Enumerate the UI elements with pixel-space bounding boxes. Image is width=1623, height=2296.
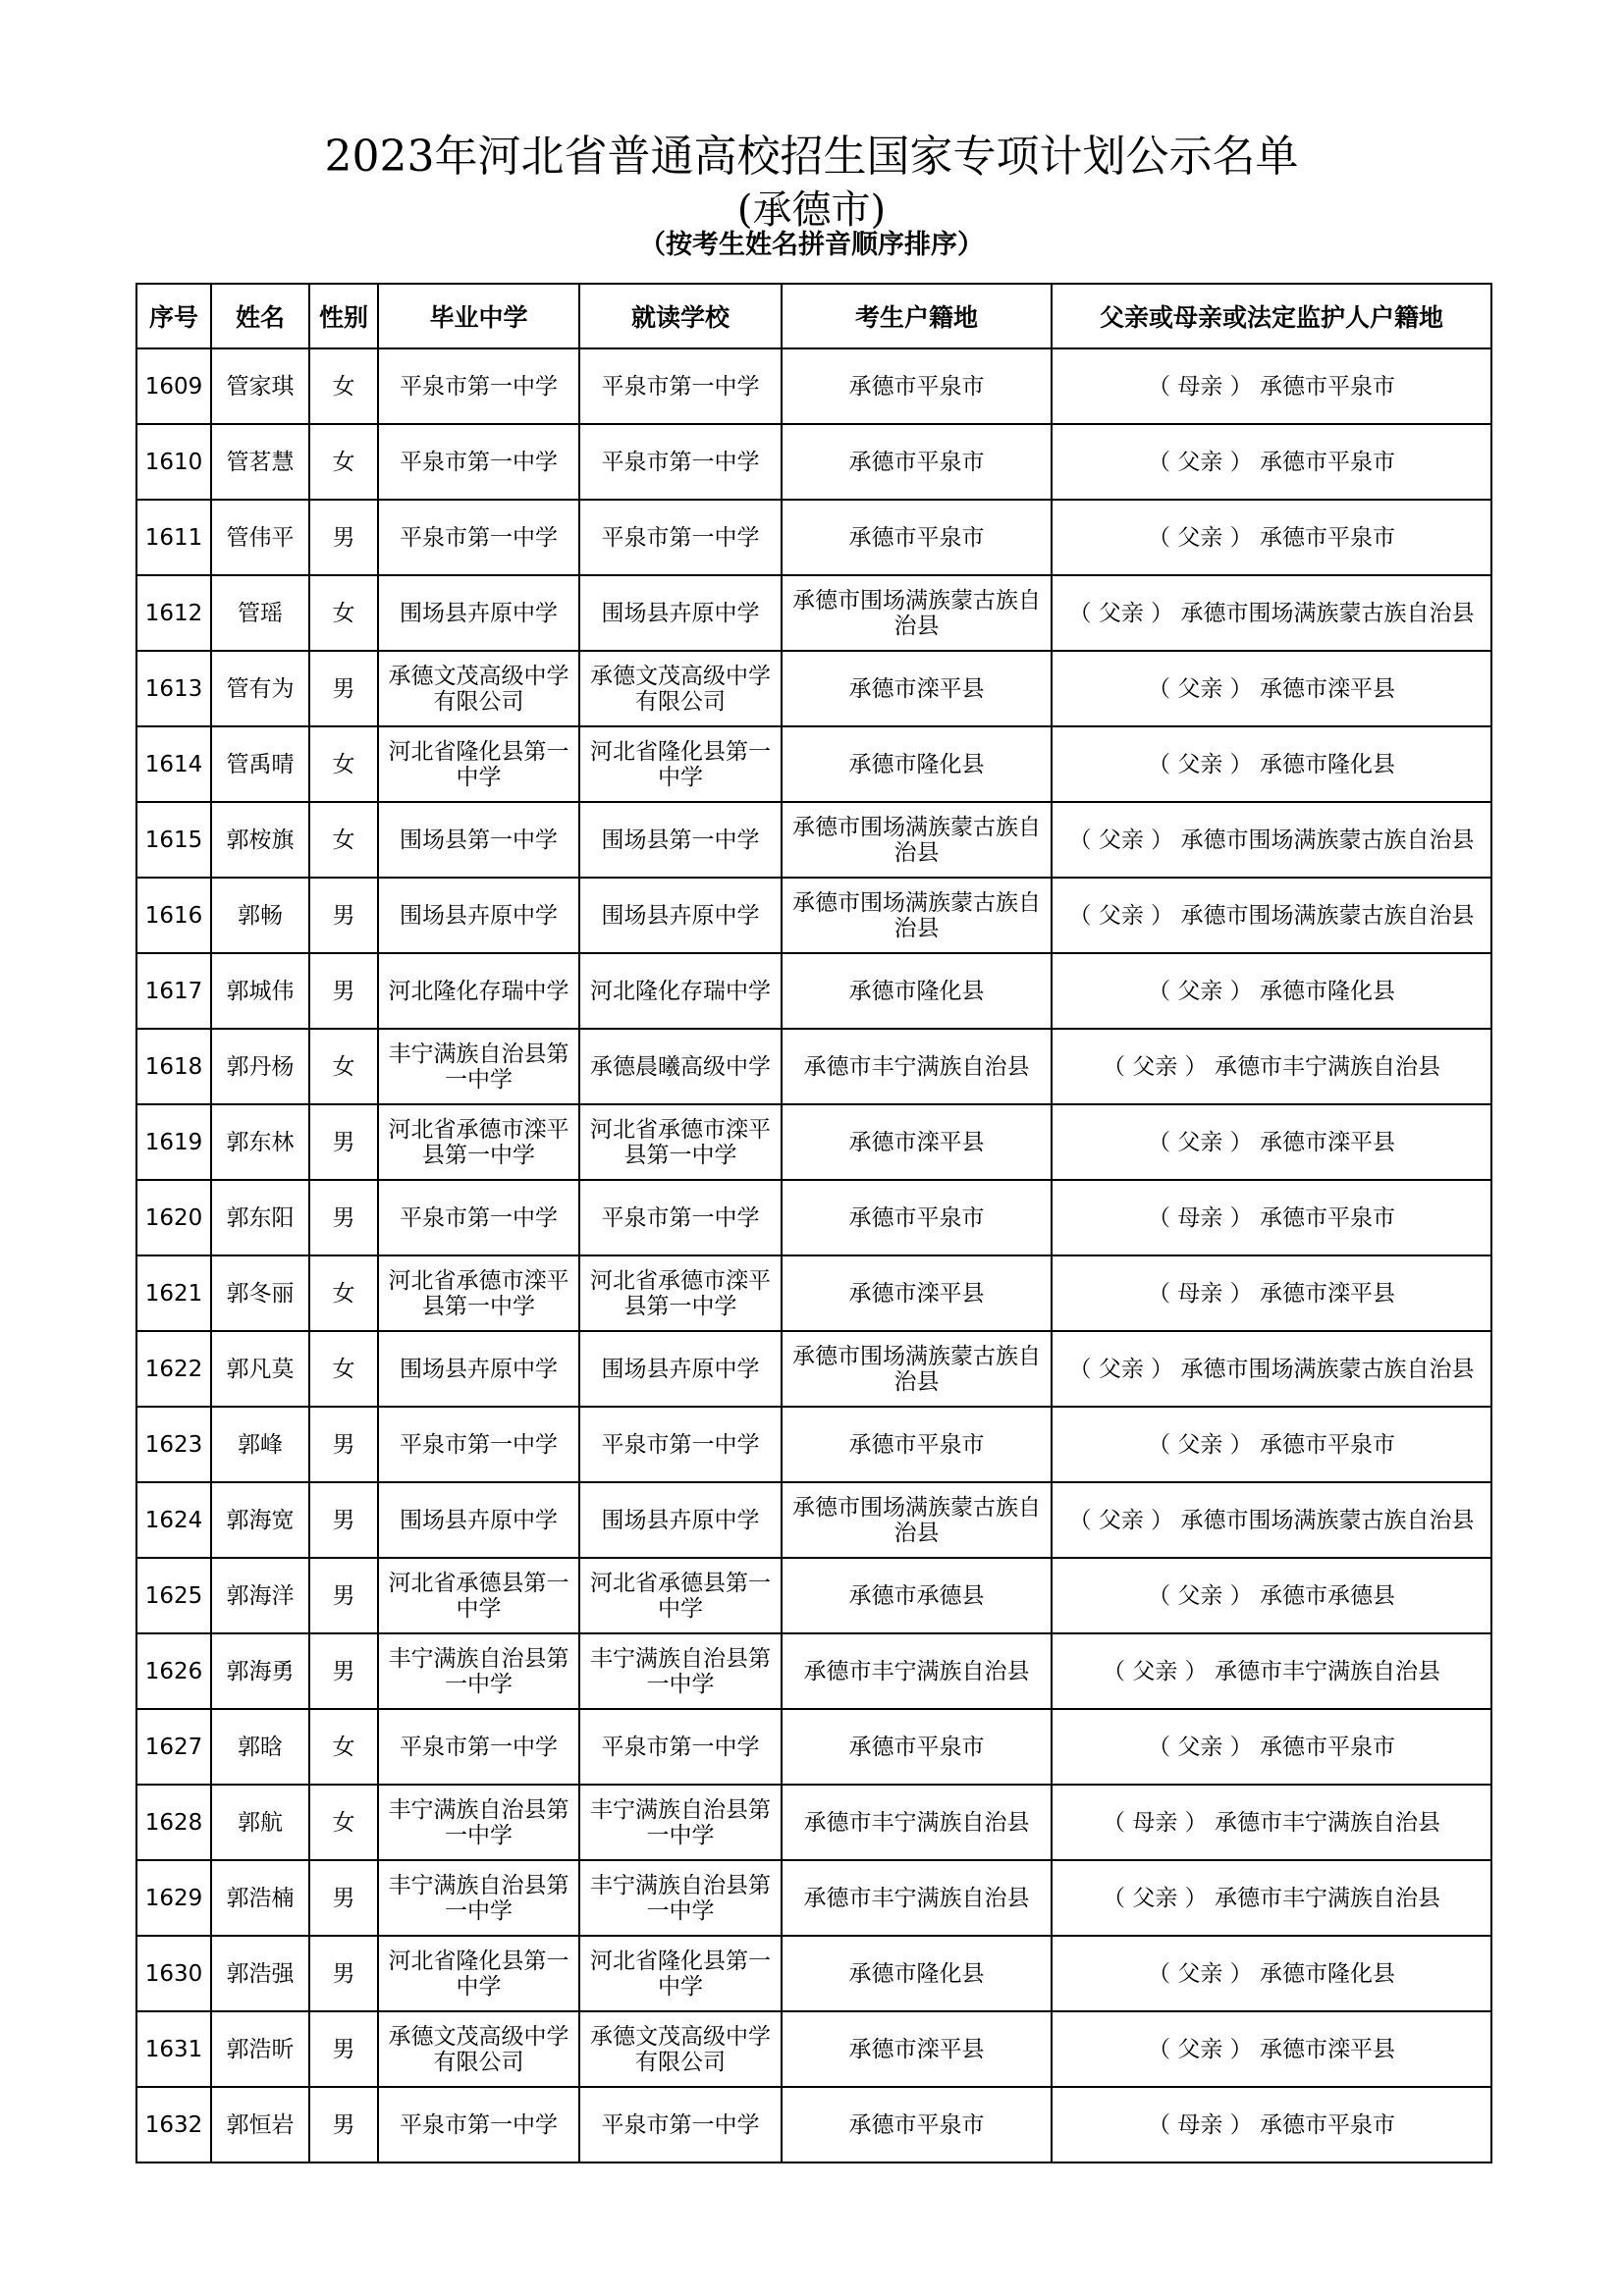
cell-name: 管禹晴 [211, 726, 309, 802]
cell-gender: 男 [309, 878, 378, 953]
cell-hukou: 承德市围场满族蒙古族自治县 [782, 802, 1052, 878]
cell-current-school: 平泉市第一中学 [579, 500, 782, 575]
cell-guardian-hukou: （ 父亲 ） 承德市平泉市 [1052, 500, 1491, 575]
cell-hukou: 承德市围场满族蒙古族自治县 [782, 575, 1052, 651]
cell-no: 1618 [136, 1029, 211, 1104]
cell-gender: 女 [309, 726, 378, 802]
cell-current-school: 丰宁满族自治县第一中学 [579, 1633, 782, 1709]
cell-current-school: 平泉市第一中学 [579, 1180, 782, 1255]
cell-gender: 男 [309, 1104, 378, 1180]
cell-no: 1613 [136, 651, 211, 726]
cell-no: 1622 [136, 1331, 211, 1407]
cell-hukou: 承德市滦平县 [782, 651, 1052, 726]
cell-guardian-hukou: （ 父亲 ） 承德市围场满族蒙古族自治县 [1052, 1331, 1491, 1407]
cell-hukou: 承德市平泉市 [782, 424, 1052, 500]
cell-guardian-hukou: （ 父亲 ） 承德市滦平县 [1052, 1104, 1491, 1180]
cell-hukou: 承德市隆化县 [782, 726, 1052, 802]
cell-name: 郭晗 [211, 1709, 309, 1785]
cell-guardian-hukou: （ 父亲 ） 承德市围场满族蒙古族自治县 [1052, 878, 1491, 953]
cell-no: 1616 [136, 878, 211, 953]
cell-guardian-hukou: （ 父亲 ） 承德市承德县 [1052, 1558, 1491, 1633]
cell-no: 1621 [136, 1255, 211, 1331]
cell-current-school: 承德晨曦高级中学 [579, 1029, 782, 1104]
cell-no: 1620 [136, 1180, 211, 1255]
cell-gender: 女 [309, 1709, 378, 1785]
table-row [136, 575, 1491, 651]
cell-guardian-hukou: （ 父亲 ） 承德市隆化县 [1052, 953, 1491, 1029]
cell-current-school: 河北省承德市滦平县第一中学 [579, 1255, 782, 1331]
cell-hukou: 承德市平泉市 [782, 1407, 1052, 1482]
cell-hukou: 承德市丰宁满族自治县 [782, 1633, 1052, 1709]
cell-hukou: 承德市平泉市 [782, 348, 1052, 424]
cell-no: 1623 [136, 1407, 211, 1482]
cell-gender: 男 [309, 953, 378, 1029]
cell-no: 1628 [136, 1785, 211, 1860]
cell-hukou: 承德市滦平县 [782, 2011, 1052, 2087]
header-current-school: 就读学校 [579, 284, 782, 348]
cell-current-school: 承德文茂高级中学有限公司 [579, 651, 782, 726]
cell-hukou: 承德市围场满族蒙古族自治县 [782, 1331, 1052, 1407]
table-body [136, 348, 1491, 2163]
table-row [136, 500, 1491, 575]
cell-gender: 男 [309, 500, 378, 575]
cell-gender: 男 [309, 1180, 378, 1255]
table-row [136, 2011, 1491, 2087]
cell-current-school: 平泉市第一中学 [579, 1407, 782, 1482]
cell-name: 郭浩楠 [211, 1860, 309, 1936]
cell-current-school: 丰宁满族自治县第一中学 [579, 1860, 782, 1936]
table-row [136, 1709, 1491, 1785]
cell-no: 1612 [136, 575, 211, 651]
cell-current-school: 河北省承德市滦平县第一中学 [579, 1104, 782, 1180]
cell-guardian-hukou: （ 父亲 ） 承德市平泉市 [1052, 1709, 1491, 1785]
cell-no: 1614 [136, 726, 211, 802]
cell-current-school: 河北隆化存瑞中学 [579, 953, 782, 1029]
cell-no: 1624 [136, 1482, 211, 1558]
cell-gender: 男 [309, 1936, 378, 2011]
cell-no: 1611 [136, 500, 211, 575]
cell-grad-school: 河北省隆化县第一中学 [378, 726, 579, 802]
cell-grad-school: 平泉市第一中学 [378, 2087, 579, 2163]
table-row [136, 1407, 1491, 1482]
cell-name: 郭海洋 [211, 1558, 309, 1633]
table-row [136, 348, 1491, 424]
cell-grad-school: 丰宁满族自治县第一中学 [378, 1633, 579, 1709]
cell-guardian-hukou: （ 父亲 ） 承德市隆化县 [1052, 1936, 1491, 2011]
cell-guardian-hukou: （ 母亲 ） 承德市平泉市 [1052, 348, 1491, 424]
cell-current-school: 平泉市第一中学 [579, 424, 782, 500]
cell-grad-school: 河北省承德县第一中学 [378, 1558, 579, 1633]
cell-current-school: 河北省隆化县第一中学 [579, 726, 782, 802]
cell-grad-school: 围场县卉原中学 [378, 575, 579, 651]
cell-name: 郭畅 [211, 878, 309, 953]
cell-name: 郭海宽 [211, 1482, 309, 1558]
cell-current-school: 平泉市第一中学 [579, 1709, 782, 1785]
table-row [136, 1785, 1491, 1860]
cell-name: 管瑶 [211, 575, 309, 651]
cell-gender: 男 [309, 1482, 378, 1558]
cell-no: 1629 [136, 1860, 211, 1936]
cell-grad-school: 围场县卉原中学 [378, 1331, 579, 1407]
cell-gender: 女 [309, 424, 378, 500]
cell-name: 郭浩昕 [211, 2011, 309, 2087]
cell-gender: 女 [309, 575, 378, 651]
cell-grad-school: 承德文茂高级中学有限公司 [378, 651, 579, 726]
cell-current-school: 丰宁满族自治县第一中学 [579, 1785, 782, 1860]
cell-grad-school: 河北省隆化县第一中学 [378, 1936, 579, 2011]
header-hukou: 考生户籍地 [782, 284, 1052, 348]
cell-grad-school: 平泉市第一中学 [378, 1407, 579, 1482]
cell-guardian-hukou: （ 母亲 ） 承德市滦平县 [1052, 1255, 1491, 1331]
cell-gender: 男 [309, 1407, 378, 1482]
cell-gender: 男 [309, 1633, 378, 1709]
cell-guardian-hukou: （ 父亲 ） 承德市围场满族蒙古族自治县 [1052, 802, 1491, 878]
cell-gender: 男 [309, 651, 378, 726]
table-row [136, 1558, 1491, 1633]
cell-hukou: 承德市平泉市 [782, 1180, 1052, 1255]
cell-no: 1619 [136, 1104, 211, 1180]
cell-name: 郭东阳 [211, 1180, 309, 1255]
header-gender: 性别 [309, 284, 378, 348]
cell-name: 郭恒岩 [211, 2087, 309, 2163]
table-row [136, 2087, 1491, 2163]
cell-hukou: 承德市丰宁满族自治县 [782, 1860, 1052, 1936]
cell-name: 郭浩强 [211, 1936, 309, 2011]
cell-current-school: 围场县卉原中学 [579, 878, 782, 953]
cell-gender: 男 [309, 2087, 378, 2163]
cell-grad-school: 平泉市第一中学 [378, 348, 579, 424]
table-row [136, 953, 1491, 1029]
cell-guardian-hukou: （ 父亲 ） 承德市滦平县 [1052, 651, 1491, 726]
cell-gender: 女 [309, 1029, 378, 1104]
cell-guardian-hukou: （ 父亲 ） 承德市围场满族蒙古族自治县 [1052, 575, 1491, 651]
cell-current-school: 围场县第一中学 [579, 802, 782, 878]
table-row [136, 726, 1491, 802]
table-row [136, 1331, 1491, 1407]
table-row [136, 651, 1491, 726]
cell-guardian-hukou: （ 父亲 ） 承德市丰宁满族自治县 [1052, 1633, 1491, 1709]
page-title: 2023年河北省普通高校招生国家专项计划公示名单 [324, 132, 1299, 182]
cell-no: 1632 [136, 2087, 211, 2163]
cell-name: 郭东林 [211, 1104, 309, 1180]
cell-name: 管茗慧 [211, 424, 309, 500]
cell-no: 1609 [136, 348, 211, 424]
cell-name: 郭丹杨 [211, 1029, 309, 1104]
cell-grad-school: 河北省承德市滦平县第一中学 [378, 1255, 579, 1331]
cell-name: 管伟平 [211, 500, 309, 575]
cell-guardian-hukou: （ 母亲 ） 承德市丰宁满族自治县 [1052, 1785, 1491, 1860]
cell-no: 1631 [136, 2011, 211, 2087]
cell-name: 郭城伟 [211, 953, 309, 1029]
cell-guardian-hukou: （ 父亲 ） 承德市丰宁满族自治县 [1052, 1860, 1491, 1936]
cell-grad-school: 承德文茂高级中学有限公司 [378, 2011, 579, 2087]
cell-guardian-hukou: （ 父亲 ） 承德市平泉市 [1052, 424, 1491, 500]
table-row [136, 1255, 1491, 1331]
table-row [136, 1104, 1491, 1180]
table-row [136, 1860, 1491, 1936]
cell-name: 管有为 [211, 651, 309, 726]
cell-hukou: 承德市丰宁满族自治县 [782, 1785, 1052, 1860]
cell-gender: 男 [309, 1860, 378, 1936]
cell-gender: 女 [309, 1785, 378, 1860]
cell-hukou: 承德市平泉市 [782, 1709, 1052, 1785]
cell-gender: 男 [309, 2011, 378, 2087]
cell-current-school: 平泉市第一中学 [579, 2087, 782, 2163]
cell-grad-school: 平泉市第一中学 [378, 500, 579, 575]
cell-gender: 女 [309, 1255, 378, 1331]
cell-no: 1626 [136, 1633, 211, 1709]
cell-name: 郭凡莫 [211, 1331, 309, 1407]
cell-hukou: 承德市围场满族蒙古族自治县 [782, 878, 1052, 953]
candidate-table [135, 283, 1492, 2163]
cell-current-school: 围场县卉原中学 [579, 575, 782, 651]
cell-no: 1627 [136, 1709, 211, 1785]
cell-gender: 女 [309, 1331, 378, 1407]
cell-current-school: 河北省承德县第一中学 [579, 1558, 782, 1633]
cell-current-school: 围场县卉原中学 [579, 1331, 782, 1407]
header-guardian-hukou: 父亲或母亲或法定监护人户籍地 [1052, 284, 1491, 348]
table-row [136, 878, 1491, 953]
cell-no: 1625 [136, 1558, 211, 1633]
table-row [136, 424, 1491, 500]
header-no: 序号 [136, 284, 211, 348]
cell-guardian-hukou: （ 父亲 ） 承德市滦平县 [1052, 2011, 1491, 2087]
header-name: 姓名 [211, 284, 309, 348]
cell-hukou: 承德市滦平县 [782, 1104, 1052, 1180]
cell-hukou: 承德市承德县 [782, 1558, 1052, 1633]
cell-guardian-hukou: （ 父亲 ） 承德市丰宁满族自治县 [1052, 1029, 1491, 1104]
cell-grad-school: 围场县第一中学 [378, 802, 579, 878]
cell-current-school: 承德文茂高级中学有限公司 [579, 2011, 782, 2087]
cell-no: 1617 [136, 953, 211, 1029]
table-row [136, 1029, 1491, 1104]
cell-hukou: 承德市隆化县 [782, 1936, 1052, 2011]
table-row [136, 802, 1491, 878]
cell-current-school: 围场县卉原中学 [579, 1482, 782, 1558]
cell-grad-school: 平泉市第一中学 [378, 1180, 579, 1255]
table-row [136, 1633, 1491, 1709]
header-grad-school: 毕业中学 [378, 284, 579, 348]
table-row [136, 1936, 1491, 2011]
cell-grad-school: 丰宁满族自治县第一中学 [378, 1785, 579, 1860]
cell-current-school: 河北省隆化县第一中学 [579, 1936, 782, 2011]
sort-note: （按考生姓名拼音顺序排序） [639, 230, 984, 260]
cell-guardian-hukou: （ 父亲 ） 承德市平泉市 [1052, 1407, 1491, 1482]
cell-grad-school: 平泉市第一中学 [378, 1709, 579, 1785]
cell-guardian-hukou: （ 父亲 ） 承德市隆化县 [1052, 726, 1491, 802]
page-subtitle: (承德市) [736, 187, 887, 233]
cell-name: 郭海勇 [211, 1633, 309, 1709]
cell-name: 管家琪 [211, 348, 309, 424]
cell-grad-school: 围场县卉原中学 [378, 878, 579, 953]
cell-hukou: 承德市围场满族蒙古族自治县 [782, 1482, 1052, 1558]
cell-grad-school: 河北隆化存瑞中学 [378, 953, 579, 1029]
cell-name: 郭桉旗 [211, 802, 309, 878]
table-header-row [136, 284, 1491, 348]
cell-gender: 男 [309, 1558, 378, 1633]
cell-no: 1615 [136, 802, 211, 878]
cell-hukou: 承德市平泉市 [782, 2087, 1052, 2163]
cell-no: 1630 [136, 1936, 211, 2011]
cell-gender: 女 [309, 802, 378, 878]
cell-name: 郭航 [211, 1785, 309, 1860]
table-row [136, 1180, 1491, 1255]
cell-guardian-hukou: （ 母亲 ） 承德市平泉市 [1052, 1180, 1491, 1255]
cell-guardian-hukou: （ 母亲 ） 承德市平泉市 [1052, 2087, 1491, 2163]
cell-grad-school: 围场县卉原中学 [378, 1482, 579, 1558]
cell-no: 1610 [136, 424, 211, 500]
cell-gender: 女 [309, 348, 378, 424]
cell-hukou: 承德市平泉市 [782, 500, 1052, 575]
cell-grad-school: 丰宁满族自治县第一中学 [378, 1029, 579, 1104]
cell-hukou: 承德市隆化县 [782, 953, 1052, 1029]
cell-current-school: 平泉市第一中学 [579, 348, 782, 424]
cell-name: 郭冬丽 [211, 1255, 309, 1331]
cell-name: 郭峰 [211, 1407, 309, 1482]
cell-hukou: 承德市滦平县 [782, 1255, 1052, 1331]
cell-grad-school: 河北省承德市滦平县第一中学 [378, 1104, 579, 1180]
table-row [136, 1482, 1491, 1558]
cell-grad-school: 丰宁满族自治县第一中学 [378, 1860, 579, 1936]
cell-hukou: 承德市丰宁满族自治县 [782, 1029, 1052, 1104]
cell-guardian-hukou: （ 父亲 ） 承德市围场满族蒙古族自治县 [1052, 1482, 1491, 1558]
cell-grad-school: 平泉市第一中学 [378, 424, 579, 500]
